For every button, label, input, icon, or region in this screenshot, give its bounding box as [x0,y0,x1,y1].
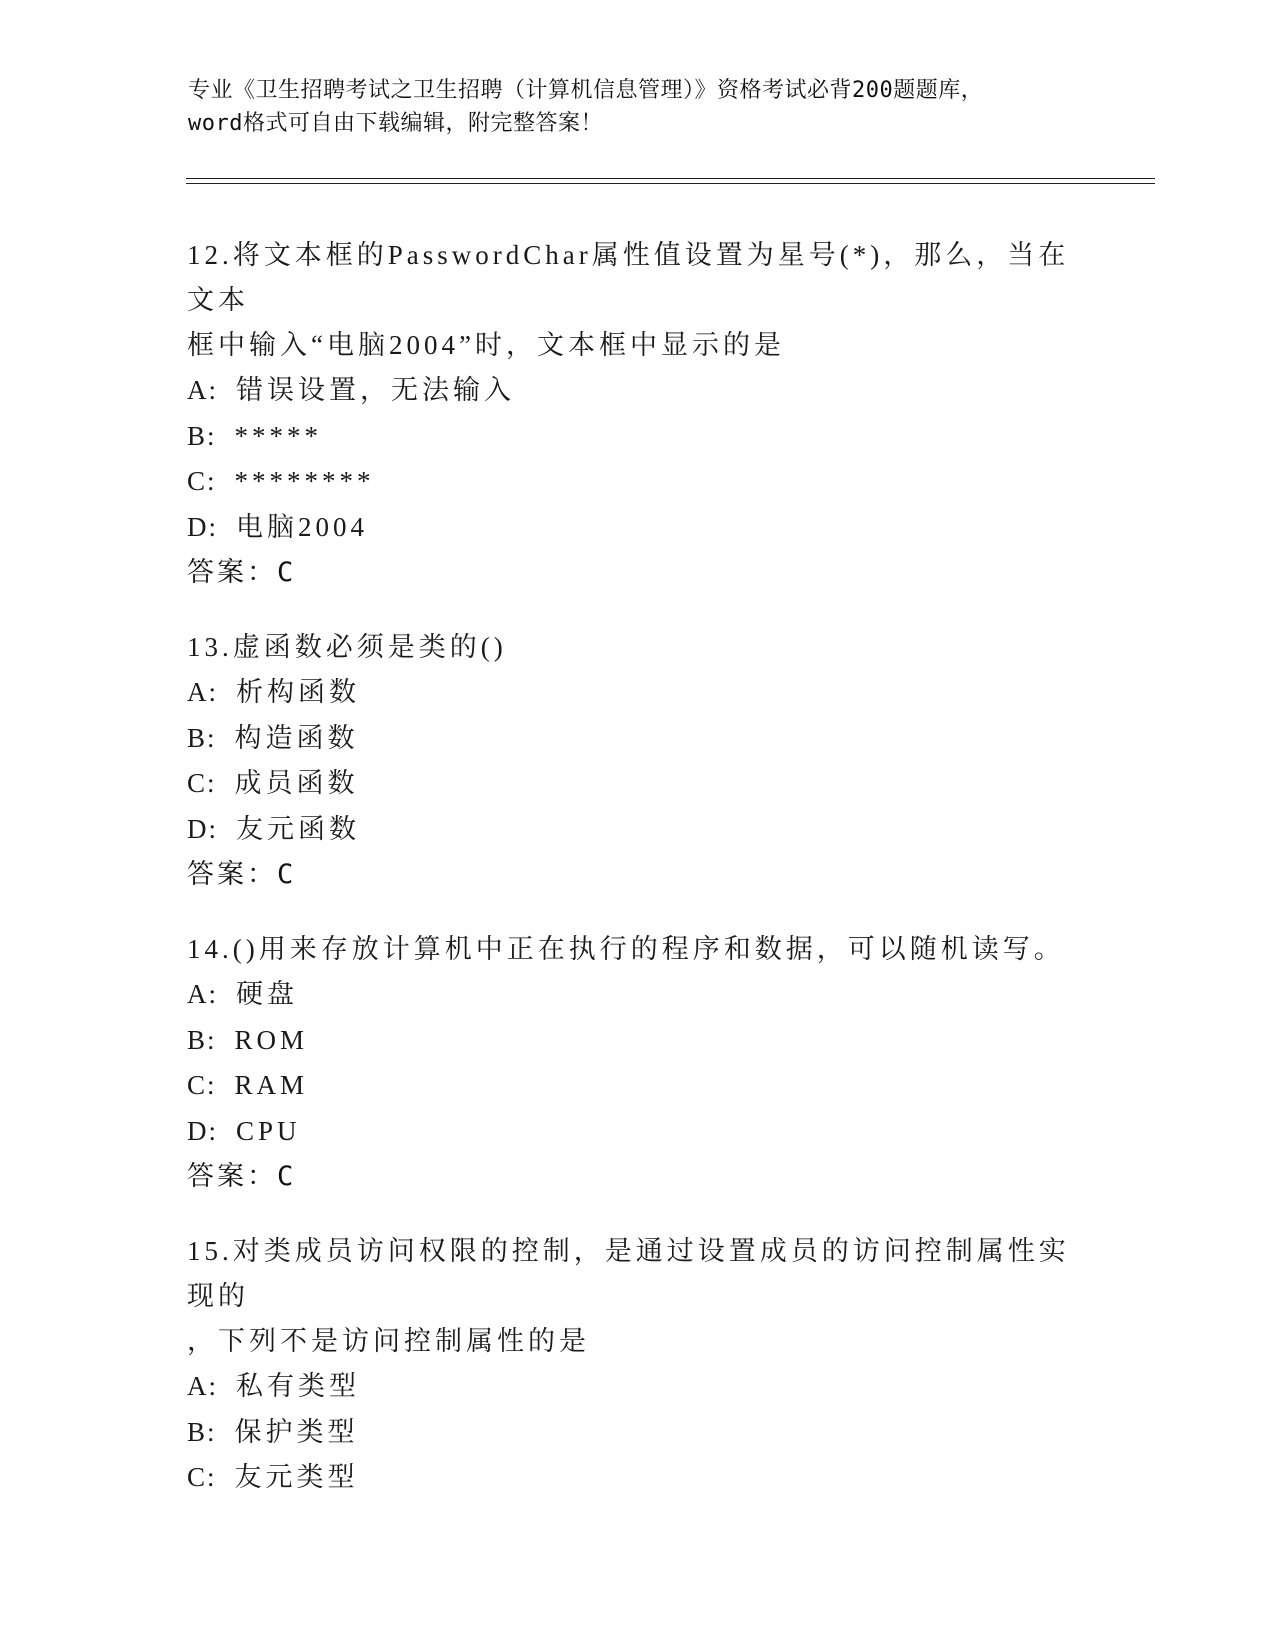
option-b [187,414,1087,460]
option-text: RAM [234,1070,309,1100]
option-b [187,1018,1087,1064]
option-key: C: [187,466,217,496]
option-c [187,1063,1087,1109]
option-text: 硬盘 [236,979,298,1009]
answer-value: C [277,859,295,890]
option-text: 错误设置，无法输入 [236,375,515,405]
option-text: 电脑2004 [236,511,368,542]
option-text: 友元函数 [236,813,360,844]
option-text: ******** [234,466,375,496]
option-text: 构造函数 [234,722,359,753]
option-a [187,670,1087,716]
option-key: C: [187,768,217,798]
option-d [187,505,1087,551]
option-key: A: [187,677,218,707]
question-text-line: 13.虚函数必须是类的() [187,632,507,662]
question-14 [187,927,1087,1200]
answer-line [187,550,1087,596]
option-key: D: [187,1115,218,1146]
option-key: B: [187,420,217,451]
option-key: A: [187,1371,218,1401]
option-text: ***** [234,420,323,451]
option-a [187,972,1087,1018]
option-text: 私有类型 [236,1371,360,1401]
option-c [187,459,1087,505]
option-key: D: [187,511,218,542]
answer-label: 答案： [187,557,277,588]
option-key: B: [187,722,217,753]
option-key: B: [187,1024,217,1055]
question-12 [187,233,1087,596]
question-text-line: ，下列不是访问控制属性的是 [187,1326,590,1356]
option-key: A: [187,979,218,1009]
answer-value: C [277,1161,295,1192]
question-text-line: 15.对类成员访问权限的控制，是通过设置成员的访问控制属性实现的 [187,1236,1070,1311]
header-line-2: word格式可自由下载编辑，附完整答案！ [188,111,603,136]
header-divider-top [186,178,1155,179]
answer-label: 答案： [187,859,277,890]
option-d [187,807,1087,853]
option-text: 友元类型 [234,1462,359,1492]
option-text: CPU [236,1115,301,1146]
option-a [187,368,1087,414]
option-text: ROM [234,1024,309,1055]
answer-line [187,852,1087,898]
option-text: 成员函数 [234,768,359,798]
option-d [187,1109,1087,1155]
option-key: A: [187,375,218,405]
option-b [187,1410,1087,1456]
option-c [187,1455,1087,1501]
option-b [187,716,1087,762]
question-13 [187,625,1087,898]
option-key: B: [187,1416,217,1447]
question-text-line: 框中输入“电脑2004”时，文本框中显示的是 [187,330,785,360]
option-key: C: [187,1070,217,1100]
header-divider-bottom [186,183,1155,184]
document-header [188,74,1088,140]
question-list [187,233,1087,1530]
header-line-1: 专业《卫生招聘考试之卫生招聘（计算机信息管理）》资格考试必背200题题库， [188,78,984,103]
question-15 [187,1229,1087,1501]
option-text: 保护类型 [234,1416,359,1447]
option-c [187,761,1087,807]
answer-label: 答案： [187,1161,277,1192]
option-key: D: [187,813,218,844]
answer-value: C [277,557,295,588]
question-text-line: 12.将文本框的PasswordChar属性值设置为星号(*)，那么，当在文本 [187,240,1070,315]
option-key: C: [187,1462,217,1492]
answer-line [187,1154,1087,1200]
question-text-line: 14.()用来存放计算机中正在执行的程序和数据，可以随机读写。 [187,934,1065,964]
option-a [187,1364,1087,1410]
option-text: 析构函数 [236,677,360,707]
